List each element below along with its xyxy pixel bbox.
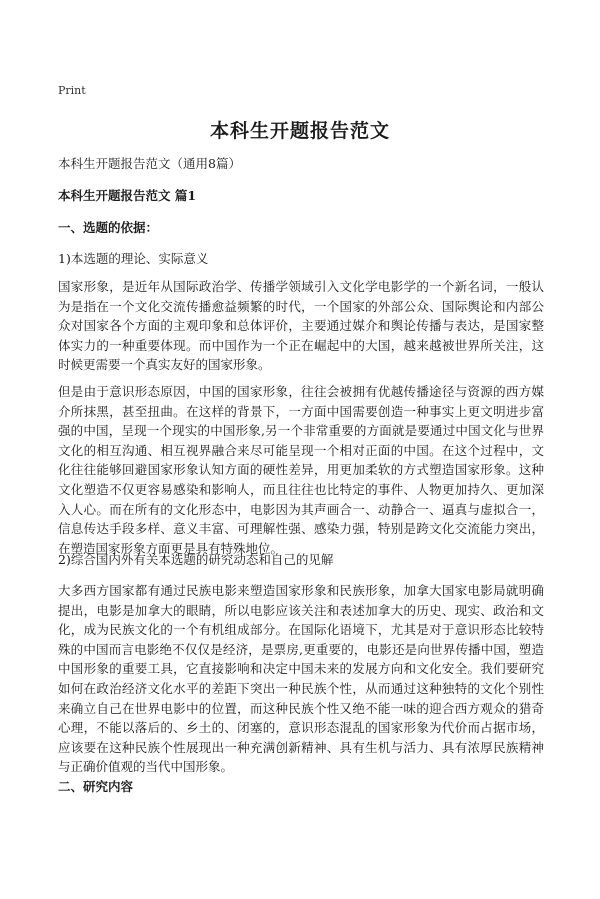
paragraph-national-image: 国家形象，是近年从国际政治学、传播学领域引入文化学电影学的一个新名词，一般认为是指在一个文化交流传播愈益频繁的时代，一个国家的外部公众、国际舆论和内部公众对国家各个方面的主观印象和总体评价，主要通过媒介和舆论传播与表达，是国家整体实力的一种重要体现。而中国作为一个正在崛起中的大国，越来越被世界所关注，这时候更需要一个真实友好的国家形象。: [58, 279, 544, 373]
section-heading-basis: 一、选题的依据：: [58, 220, 159, 235]
subsection-heading-significance: 1)本选题的理论、实际意义: [58, 251, 209, 266]
document-title: 本科生开题报告范文: [209, 120, 390, 142]
paragraph-western-film: 大多西方国家都有通过民族电影来塑造国家形象和民族形象，加拿大国家电影局就明确提出，电影是加拿大的眼睛，所以电影应该关注和表述加拿大的历史、现实、政治和文化，成为民族文化的一个有机组成部分。在国际化语境下，尤其是对于意识形态比较特殊的中国而言电影绝不仅仅是经济，是票房,更重要的，电影还是向世界传播中国，塑造中国形象的重要工具，它直接影响和决定中国未来的发展方向和文化安全。我们要研究如何在政治经济文化水平的差距下突出一种民族个性，从而通过这种独特的文化个别性来确立自己在世界电影中的位置，而这种民族个性又绝不能一味的迎合西方观众的猎奇心理，不能以落后的、乡土的、闭塞的，意识形态混乱的国家形象为代价而占据市场，应该要在这种民族个性展现出一种充满创新精神、具有生机与活力、具有浓厚民族精神与正确价值观的当代中国形象。: [58, 583, 544, 775]
article-heading: 本科生开题报告范文 篇1: [58, 188, 197, 203]
section-heading-research-content: 二、研究内容: [58, 779, 134, 794]
print-label: Print: [58, 84, 86, 97]
paragraph-ideology: 但是由于意识形态原因，中国的国家形象，往往会被拥有优越传播途径与资源的西方媒介所抹黑，甚至扭曲。在这样的背景下，一方面中国需要创造一种事实上更文明进步富强的中国，呈现一个现实的中国形象,另一个非常重要的方面就是要通过中国文化与世界文化的相互沟通、相互视界融合来尽可能呈现一个相对正面的中国。在这个过程中，文化往往能够回避国家形象认知方面的硬性差异，用更加柔软的方式塑造国家形象。这种文化塑造不仅更容易感染和影响人，而且往往也比特定的事件、人物更加持久、更加深入人心。而在所有的文化形态中，电影因为其声画合一、动静合一、逼真与虚拟合一，信息传达手段多样、意义丰富、可理解性强、感染力强，特别是跨文化交流能力突出，在塑造国家形象方面更是具有特殊地位。: [58, 384, 544, 556]
subsection-heading-research-trends: 2)综合国内外有关本选题的研究动态和自己的见解: [58, 552, 334, 567]
document-subtitle: 本科生开题报告范文（通用8篇）: [58, 156, 241, 171]
